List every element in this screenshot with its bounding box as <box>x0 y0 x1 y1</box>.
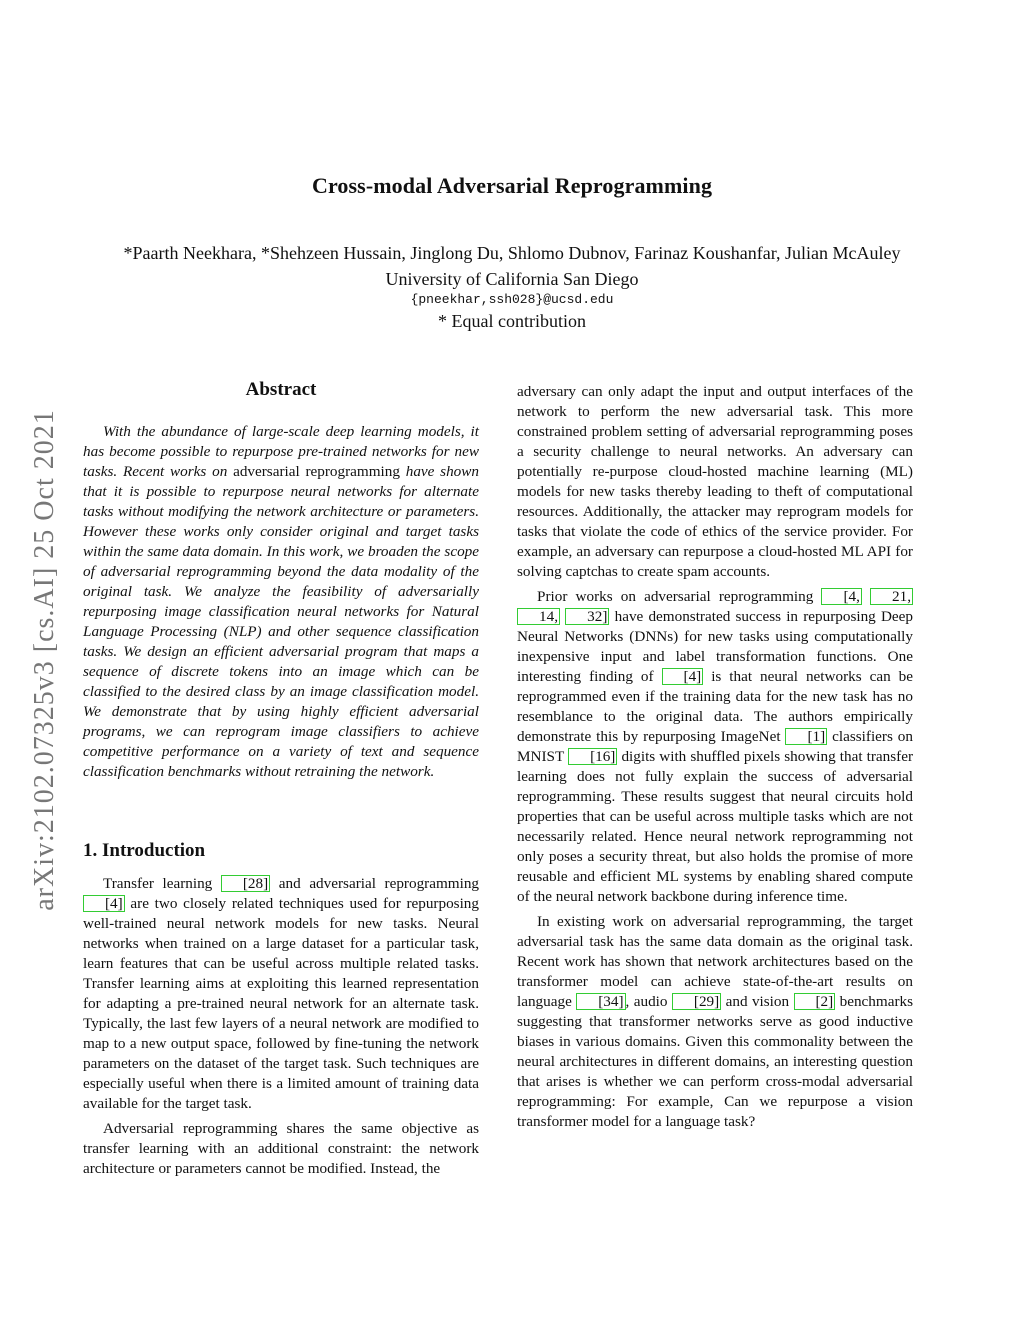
citation-link[interactable]: [16] <box>568 748 617 765</box>
citation-link[interactable]: [4] <box>83 895 125 912</box>
citation-link[interactable]: [34] <box>576 993 625 1010</box>
section-heading-introduction: 1. Introduction <box>83 840 206 861</box>
abstract-heading: Abstract <box>245 379 317 400</box>
arxiv-watermark <box>25 370 65 950</box>
paragraph: Adversarial reprogramming shares the same objective as transfer learning with an additional constraint: the network architecture or parameters cannot be modified. Instead, the <box>83 1120 479 1177</box>
authors: *Paarth Neekhara, *Shehzeen Hussain, Jinglong Du, Shlomo Dubnov, Farinaz Koushanfar, Julian McAuley <box>123 243 901 263</box>
paragraph: In existing work on adversarial reprogramming, the target adversarial task has the same data domain as the original task. Recent work has shown that network architectures based on the transformer model can achieve state-of-the-art results on language [34] , audio [29] and vision [2] benchmarks suggesting that transformer networks serve as good inductive biases in various domains. Given this commonality between the neural architectures in different domains, an interesting question that arises is whether we can perform cross-modal adversarial reprogramming: For example, Can we repurpose a vision transformer model for a language task? <box>517 913 914 1130</box>
author-block <box>0 240 1024 292</box>
arxiv-id[interactable]: arXiv:2102.07325v3 [cs.AI] 25 Oct 2021 <box>29 409 60 911</box>
left-column-body <box>83 874 479 1179</box>
citation-link[interactable]: 21, <box>870 588 913 605</box>
paragraph: Prior works on adversarial reprogramming [4, 21, 14, 32] have demonstrated success in repurposing Deep Neural Networks (DNNs) for new tasks using computationally inexpensive input and label transformation functions. One interesting finding of [4] is that neural networks can be reprogrammed even if the training data for the new task has no resemblance to the original data. The authors empirically demonstrate this by repurposing ImageNet [1] classifiers on MNIST [16] digits with shuffled pixels showing that transfer learning does not fully explain the success of adversarial reprogramming. These results suggest that neural circuits hold properties that can be useful across multiple tasks which are not necessarily related. Hence neural network reprogramming not only poses a security threat, but also holds the promise of more reusable and efficient ML systems by enabling shared compute of the neural network backbone during inference time. <box>517 588 914 905</box>
citation-link[interactable]: [4, <box>821 588 861 605</box>
citation-link[interactable]: [1] <box>785 728 827 745</box>
citation-link[interactable]: [28] <box>221 875 270 892</box>
citation-link[interactable]: 14, <box>517 608 560 625</box>
paper-title: Cross-modal Adversarial Reprogramming <box>311 173 713 198</box>
citation-link[interactable]: [4] <box>662 668 704 685</box>
equal-contribution-note: * Equal contribution <box>438 311 586 331</box>
paragraph: adversary can only adapt the input and output interfaces of the network to perform the new adversarial task. This more constrained problem setting of adversarial reprogramming poses a security challenge to neural networks. An adversary can potentially re-purpose cloud-hosted machine learning (ML) models for new tasks thereby leading to theft of computational resources. Additionally, the attacker may reprogram models for tasks that violate the code of ethics of the service provider. For example, an adversary can repurpose a cloud-hosted ML API for solving captchas to create spam accounts. <box>517 383 913 580</box>
email[interactable]: {pneekhar,ssh028}@ucsd.edu <box>410 292 614 307</box>
citation-link[interactable]: [29] <box>672 993 721 1010</box>
citation-link[interactable]: [2] <box>794 993 836 1010</box>
affiliation: University of California San Diego <box>385 269 639 289</box>
right-column-body <box>517 382 913 1132</box>
citation-link[interactable]: 32] <box>565 608 609 625</box>
paragraph: Transfer learning [28] and adversarial reprogramming [4] are two closely related techniques used for repurposing well-trained neural network models for new tasks. Neural networks when trained on a large dataset for a particular task, learn features that can be useful across multiple related tasks. Transfer learning aims at exploiting this learned representation for adapting a pre-trained neural network for an alternate task. Typically, the last few layers of a neural network are modified to map to a new output space, followed by fine-tuning the network parameters on the dataset of the target task. Such techniques are especially useful when there is a limited amount of training data available for the target task. <box>83 875 480 1112</box>
abstract-text: With the abundance of large-scale deep learning models, it has become possible to repurpose pre-trained networks for new tasks. Recent works on adversarial reprogramming have shown that it is possible to repurpose neural networks for alternate tasks without modifying the network architecture or parameters. However these works only consider original and target tasks within the same data domain. In this work, we broaden the scope of adversarial reprogramming beyond the data modality of the original task. We analyze the feasibility of adversarially repurposing image classification neural networks for Natural Language Processing (NLP) and other sequence classification tasks. We design an efficient adversarial program that maps a sequence of discrete tokens into an image which can be classified to the desired class by an image classification model. We demonstrate that by using highly efficient adversarial programs, we can reprogram image classifiers to achieve competitive performance on a variety of text and sequence classification benchmarks without retraining the network. <box>83 423 479 780</box>
